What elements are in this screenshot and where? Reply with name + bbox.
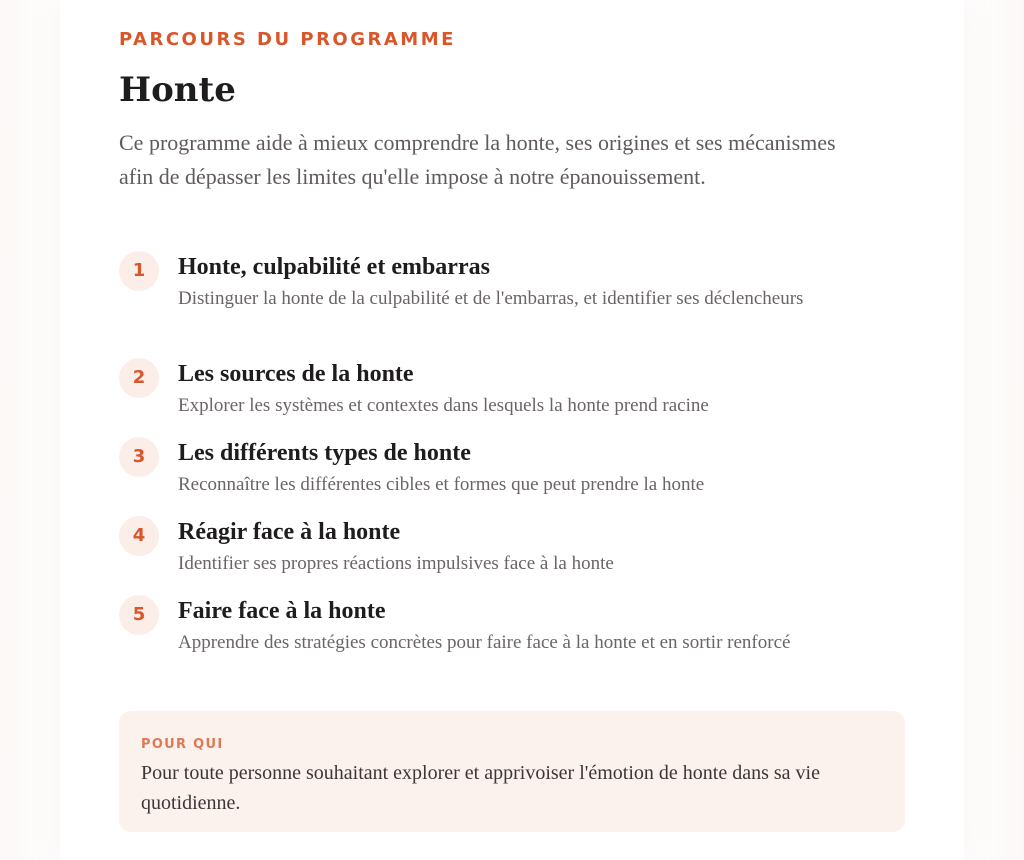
step-number-badge: 4 — [119, 516, 159, 556]
program-eyebrow: PARCOURS DU PROGRAMME — [119, 29, 456, 50]
step-number-badge: 5 — [119, 595, 159, 635]
audience-text: Pour toute personne souhaitant explorer et apprivoiser l'émotion de honte dans sa vie quotidienne. — [141, 762, 820, 814]
step-title: Les différents types de honte — [178, 440, 471, 466]
step-number-badge: 2 — [119, 358, 159, 398]
step-number-badge: 3 — [119, 437, 159, 477]
step-description: Reconnaître les différentes cibles et formes que peut prendre la honte — [178, 474, 705, 495]
audience-callout — [119, 711, 905, 832]
step-title: Honte, culpabilité et embarras — [178, 254, 490, 280]
step-title: Les sources de la honte — [178, 361, 414, 387]
step-description: Identifier ses propres réactions impulsives face à la honte — [178, 553, 614, 574]
step-title: Réagir face à la honte — [178, 519, 401, 545]
program-intro: Ce programme aide à mieux comprendre la honte, ses origines et ses mécanismes afin de dépasser les limites qu'elle impose à notre épanouissement. — [119, 130, 836, 189]
step-title: Faire face à la honte — [178, 598, 386, 624]
program-title: Honte — [119, 70, 236, 110]
audience-label: POUR QUI — [141, 737, 224, 752]
step-number-badge: 1 — [119, 251, 159, 291]
step-description: Apprendre des stratégies concrètes pour faire face à la honte et en sortir renforcé — [178, 632, 791, 653]
program-card — [60, 0, 964, 860]
step-description: Explorer les systèmes et contextes dans lesquels la honte prend racine — [178, 395, 709, 416]
step-description: Distinguer la honte de la culpabilité et de l'embarras, et identifier ses déclencheurs — [178, 288, 804, 309]
